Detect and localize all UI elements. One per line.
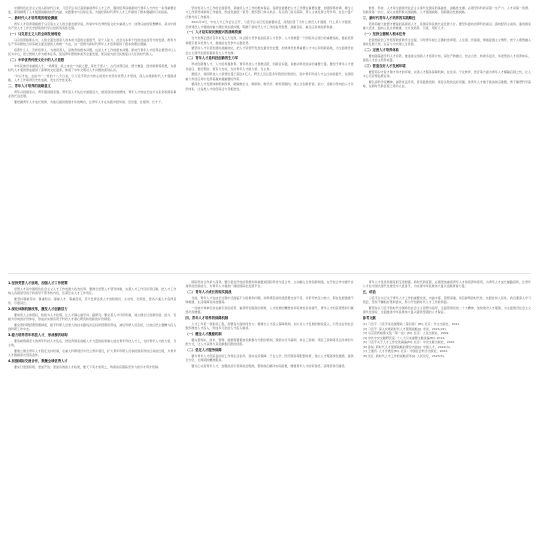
body-paragraph: 要完善知识、技术、管理、数据等要素按贡献参与分配的机制，探索实行年薪制、协议工资制、项目工资制等灵活多样的分配方式，让人才获得与其贡献相匹配的回报。: [185, 338, 354, 347]
body-paragraph: 党管人才是中国特色社会主义人才工作的最大政治优势。要健全党管人才领导体制，完善人才工作目标责任制，把人才工作纳入各级领导班子和领导干部考核内容，压紧压实人才工作责任。: [8, 287, 177, 296]
reference-entry: [1] 习近平. 习近平谈治国理政（第四卷）[M]. 北京：外文出版社，2022.: [362, 322, 461, 326]
section-heading: 二、青年人才培养的战略意义: [8, 84, 51, 88]
text-column-1: [8, 6, 176, 268]
body-paragraph: 要弘扬科学家精神，涵养优良学风，营造鼓励创新、宽容失败的良好氛围，使青年人才敢于挑战前沿难题，勇于攀登科学高峰，在新时代新征程上建功立业。: [362, 80, 531, 89]
body-paragraph: 培养造就大批德才兼备的高素质人才，是国家和民族长远发展大计。要坚持面向世界科技前沿、面向经济主战场、面向国家重大需求、面向人民生命健康，全方位培养、引进、用好人才。: [362, 22, 531, 31]
section-heading: 四、青年人才培养的保障机制: [185, 316, 229, 320]
section-heading: 3.着力培养青年科技人才，形成梯次结构: [8, 333, 68, 337]
section-heading: 2.深化体制机制改革，激发人才创新活力: [8, 307, 68, 311]
reference-entry: [5] 习近平关于人才工作论述摘编[M]. 北京：中央文献出版社，2024.: [362, 340, 456, 344]
sheet-divider: [8, 273, 531, 274]
section-heading: 1.坚持党管人才原则，加强人才工作统筹: [8, 281, 68, 285]
body-paragraph: 要加强基础学科人才培养，推进拔尖创新人才培养计划，深化产教融合、校企合作，构建多层次、多类型的人才培养体系，提高人才自主培养质量。: [362, 54, 531, 63]
body-paragraph: 要造就规模宏大的青年科技人才队伍，把培育国家战略人才力量的政策重心放在青年科技人才上，支持青年人才挑大梁、当主角。: [8, 339, 177, 348]
body-paragraph: 要向用人主体授权，积极为人才松绑，让人才静心做学问、搞研究。要完善人才评价机制，建立健全以创新价值、能力、贡献为导向的评价体系，形成并实施有利于科技人才潜心研究和创新的评价制度。: [8, 313, 177, 322]
section-heading: （一）人才是实现民族振兴的战略资源: [185, 30, 242, 35]
reference-entry: [6] 孙锐. 新时代人才强国战略的理论内涵[J]. 中国人才，2022(3).: [362, 344, 451, 349]
body-paragraph: 马克思恩格斯认为，人的全面发展是人的本质力量的全面展开，是个人能力、社会关系和个性的自由而充分的发展。教育与生产劳动相结合是造就全面发展的人的唯一方法，这一思想为新时代青年人才培养提供了根本的理论遵循。: [8, 38, 177, 47]
body-paragraph: 坚持党对人才工作的全面领导，是做好人才工作的根本保证。各级党委要把人才工作摆在重要位置，加强统筹协调，健全人才工作领导体制和工作格局，形成党委统一领导、组织部门牵头抓总、有关部门各司其职、用人主体发挥主导作用、社会力量广泛参与的工作格局。: [185, 6, 354, 19]
body-paragraph: 要坚持以习近平新时代中国特色社会主义思想为指导，全面贯彻党的二十大精神，加快建设人才强国，为全面建设社会主义现代化国家、全面推进中华民族伟大复兴提供坚强的人才保证。: [362, 306, 531, 315]
body-paragraph: 要为青年人才创造良好的工作和生活条件，落实住房保障、子女入学、医疗服务等配套政策，建立人才服务绿色通道，提供全方位、全周期的精准服务。: [185, 354, 354, 363]
body-paragraph: 青年兴则国家兴，青年强则国家强。青年是人才队伍中最富活力、最具创造性的群体，青年人才的成长成才关系党和国家事业的长远发展。: [8, 90, 177, 99]
body-paragraph: 青年人才培养观植根于马克思主义人的全面发展学说，传承中华优秀传统文化中重视人才、选贤任能的思想精华，是对中国共产党人才工作历史经验的科学总结和创造性发展。: [8, 22, 177, 31]
section-heading: （一）马克思主义人的全面发展理论: [8, 32, 61, 36]
reference-entry: [4] 中共中央文献研究室. 十八大以来重要文献选编[M]. 2014.: [362, 335, 446, 340]
section-heading: （一）健全人才激励机制: [185, 332, 222, 336]
lower-sheet: [8, 280, 531, 544]
reference-entry: [8] 吴江. 新时代人才工作的战略思考[J]. 人民论坛，2023(5).: [362, 353, 445, 358]
body-paragraph: 要实行更加积极、更加开放、更加有效的人才政策，聚天下英才而用之，构建具有国际竞争力的引才用才机制。: [14, 365, 162, 369]
text-column-3: [363, 6, 531, 268]
body-paragraph: 科技创新靠人才，人才培养靠教育。青年科技人才思维活跃、创新意识强，是推动科技进步的重要力量。要给予青年人才更多信任、更好帮助、更有力支持，支持青年人才挑大梁、当主角。: [185, 62, 354, 71]
text-column-2: [185, 280, 353, 544]
section-heading: （一）坚持立德树人根本任务: [362, 32, 406, 36]
body-paragraph: 据统计，我国科技人力资源总量已超过1亿人，研发人员总量多年稳居世界首位，其中青年科技人才占比持续提升，在国家重大科技任务中发挥着越来越重要的作用。: [185, 72, 354, 81]
upper-sheet: [8, 6, 531, 268]
body-paragraph: 国际科技合作是大趋势。要以更加开放的思维和举措推进国际科技交流合作，主动融入全球创新网络，在开放合作中提升自身科技创新能力，为青年人才提供广阔的国际化发展平台。: [185, 280, 354, 289]
body-paragraph: 当今世界正经历百年未有之大变局，综合国力竞争说到底是人才竞争。人才是衡量一个国家综合国力的重要指标，谁能培养和吸引更多优秀人才，谁就能在竞争中占据优势。: [185, 36, 354, 45]
section-heading: 4.加强国际交流合作，集聚全球优秀人才: [8, 359, 68, 363]
section-heading: 五、结语: [362, 290, 376, 294]
body-paragraph: 当前，青年人才在成长过程中还面临不少困难和问题，如科研起步阶段经费支持不足、评价考核压力较大、职业发展通道不够畅通、生活保障有待加强等。: [185, 296, 354, 305]
reference-entry: [3] 马克思恩格斯文集（第一卷）[M]. 北京：人民出版社，2009.: [362, 331, 450, 335]
body-paragraph: “功以才成，业由才广。”党的十八大以来，以习近平同志为核心的党中央坚持党管人才原则，深入实施新时代人才强国战略，人才工作取得历史性成就、发生历史性变革。: [8, 74, 177, 83]
body-paragraph: 人才工作是一项系统工程，需要各方面协同发力。要健全人才投入保障机制，加大对人才发展的财政投入，引导企业和社会组织增加人才投入，形成多元化的人才投入格局。: [185, 322, 354, 331]
body-paragraph: 2021年9月，中央人才工作会议召开，习近平总书记发表重要讲话，深刻回答了为什么建设人才强国、什么是人才强国、怎样建设人才强国的重大理论和实践问题，明确了新时代人才工作的指导思想、战略目标、重点任务和政策举措。: [185, 20, 354, 29]
text-column-1: [8, 280, 176, 544]
body-paragraph: 要坚持人才引领发展的战略地位，把人才资源开发放在最优先位置，加快建设世界重要人才中心和创新高地，为全面建设社会主义现代化国家提供有力人才支撑。: [185, 46, 354, 55]
section-heading: （二）青年人才是科技创新的生力军: [185, 56, 239, 61]
body-paragraph: 一些地方和单位存在重引进轻培养、重使用轻服务的现象，人才政策的精准性和有效性有待提升，青年人才的获得感和归属感仍需增强。: [185, 306, 354, 315]
section-heading: （三）营造良好人才发展环境: [362, 64, 406, 68]
section-heading: （二）完善人才培养体系: [362, 48, 399, 52]
text-column-2: [185, 6, 353, 268]
body-paragraph: 要完善科研经费管理制度，赋予科研人员更大的技术路线决定权和经费使用权，减轻科研人员负担，让他们把主要精力投入到科研工作中去。: [8, 323, 177, 332]
section-heading: （二）优化人才服务保障: [185, 348, 222, 352]
body-paragraph: 要关心关爱青年人才，加强政治引领和政治吸纳，帮助他们解决实际困难，增强青年人才的荣誉感、获得感和归属感。: [191, 364, 348, 368]
reference-entry: [2] 习近平. 深入实施新时代人才强国战略[J]. 求是，2021(24).: [362, 326, 447, 331]
body-paragraph: 青年人才是党和国家的宝贵财富。新时代新征程，必须更加重视青年人才的培养和使用，为青年人才成长铺路搭桥，让青年人才在中国式现代化建设中大显身手，为实现中华民族伟大复兴贡献青春力量。: [362, 280, 531, 289]
body-paragraph: 把思想政治工作贯穿教育教学全过程，引导青年树立正确的世界观、人生观、价值观，厚植爱国主义情怀，把个人理想融入国家发展大局，在奋斗中实现人生价值。: [362, 38, 531, 47]
body-paragraph: 要坚持尊重劳动、尊重知识、尊重人才、尊重创造，充分发挥各类人才的积极性、主动性、创造性，使各方面人才各得其所、尽展其长。: [8, 297, 177, 306]
reference-entry: [7] 王通讯. 人才学通论[M]. 北京：中国社会科学出版社，2020.: [362, 349, 449, 353]
body-paragraph: 培养什么人、怎样培养人、为谁培养人，是教育的根本问题，也是人才工作的根本问题。新时代青年人才培养必须坚持以人民为中心，把立德树人作为根本任务，促进青年德智体美劳全面发展，使其成为担当民族复兴大任的时代新人。: [8, 48, 177, 57]
body-paragraph: 要把握青年人才成长规律，为他们提供施展才华的舞台，让青年人才在实践中经风雨、见世面、壮筋骨、长才干。: [14, 100, 165, 104]
section-heading: （二）青年人才成长的现实挑战: [185, 290, 232, 294]
body-paragraph: 中华民族历来重视人才，“尚贤者，政之本也”“为政之要，莫先于得人”。古代选贤任能、德才兼备、因材施教等思想，为新时代人才观的形成提供了深厚的文化滋养，体现了中华文明对人才问题的深刻认识。: [8, 64, 177, 73]
body-paragraph: 教育、科技、人才是全面建设社会主义现代化国家的基础性、战略性支撑。必须坚持科技是第一生产力、人才是第一资源、创新是第一动力，深入实施科教兴国战略、人才强国战略、创新驱动发展战略。: [362, 6, 531, 15]
body-paragraph: 要建立健全青年人才稳定支持机制，在重大科研项目中设立青年项目，扩大青年科研人员承担国家科技任务的比例，为青年人才脱颖而出创造条件。: [8, 349, 177, 358]
section-heading: 三、新时代青年人才培养的实践路径: [362, 16, 416, 20]
section-heading: 一、新时代人才培养观的理论渊源: [8, 16, 58, 20]
body-paragraph: 中国特色社会主义进入新时代以来，习近平总书记高度重视青年人才工作，围绕培养造就新时代青年人才作出一系列重要论述，深刻阐明了人才强国战略的时代内涵、实践要求与目标任务，为做好新时代青年人才工作提供了根本遵循和行动指南。: [8, 6, 177, 15]
body-paragraph: 要营造识才爱才敬才用才的环境，完善人才服务保障机制，在住房、子女教育、医疗等方面为青年人才解除后顾之忧，让人才心无旁骛钻研业务。: [362, 70, 531, 79]
text-column-3: [363, 280, 531, 544]
body-paragraph: 要深化人才发展体制机制改革，破除唯论文、唯职称、唯学历、唯奖项倾向，建立以创新价值、能力、贡献为导向的人才评价体系，让各类人才的创造活力竞相迸发。: [185, 82, 354, 91]
section-heading: （二）中华优秀传统文化中的人才思想: [8, 58, 65, 62]
section-heading: 参考文献: [362, 316, 376, 320]
body-paragraph: 习近平总书记关于青年人才工作的重要论述，内涵丰富、思想深邃，具有鲜明的时代性、实践性和人民性。我们要深入学习领会，坚持不懈抓好贯彻落实，努力开创新时代人才工作新局面。: [362, 296, 531, 305]
